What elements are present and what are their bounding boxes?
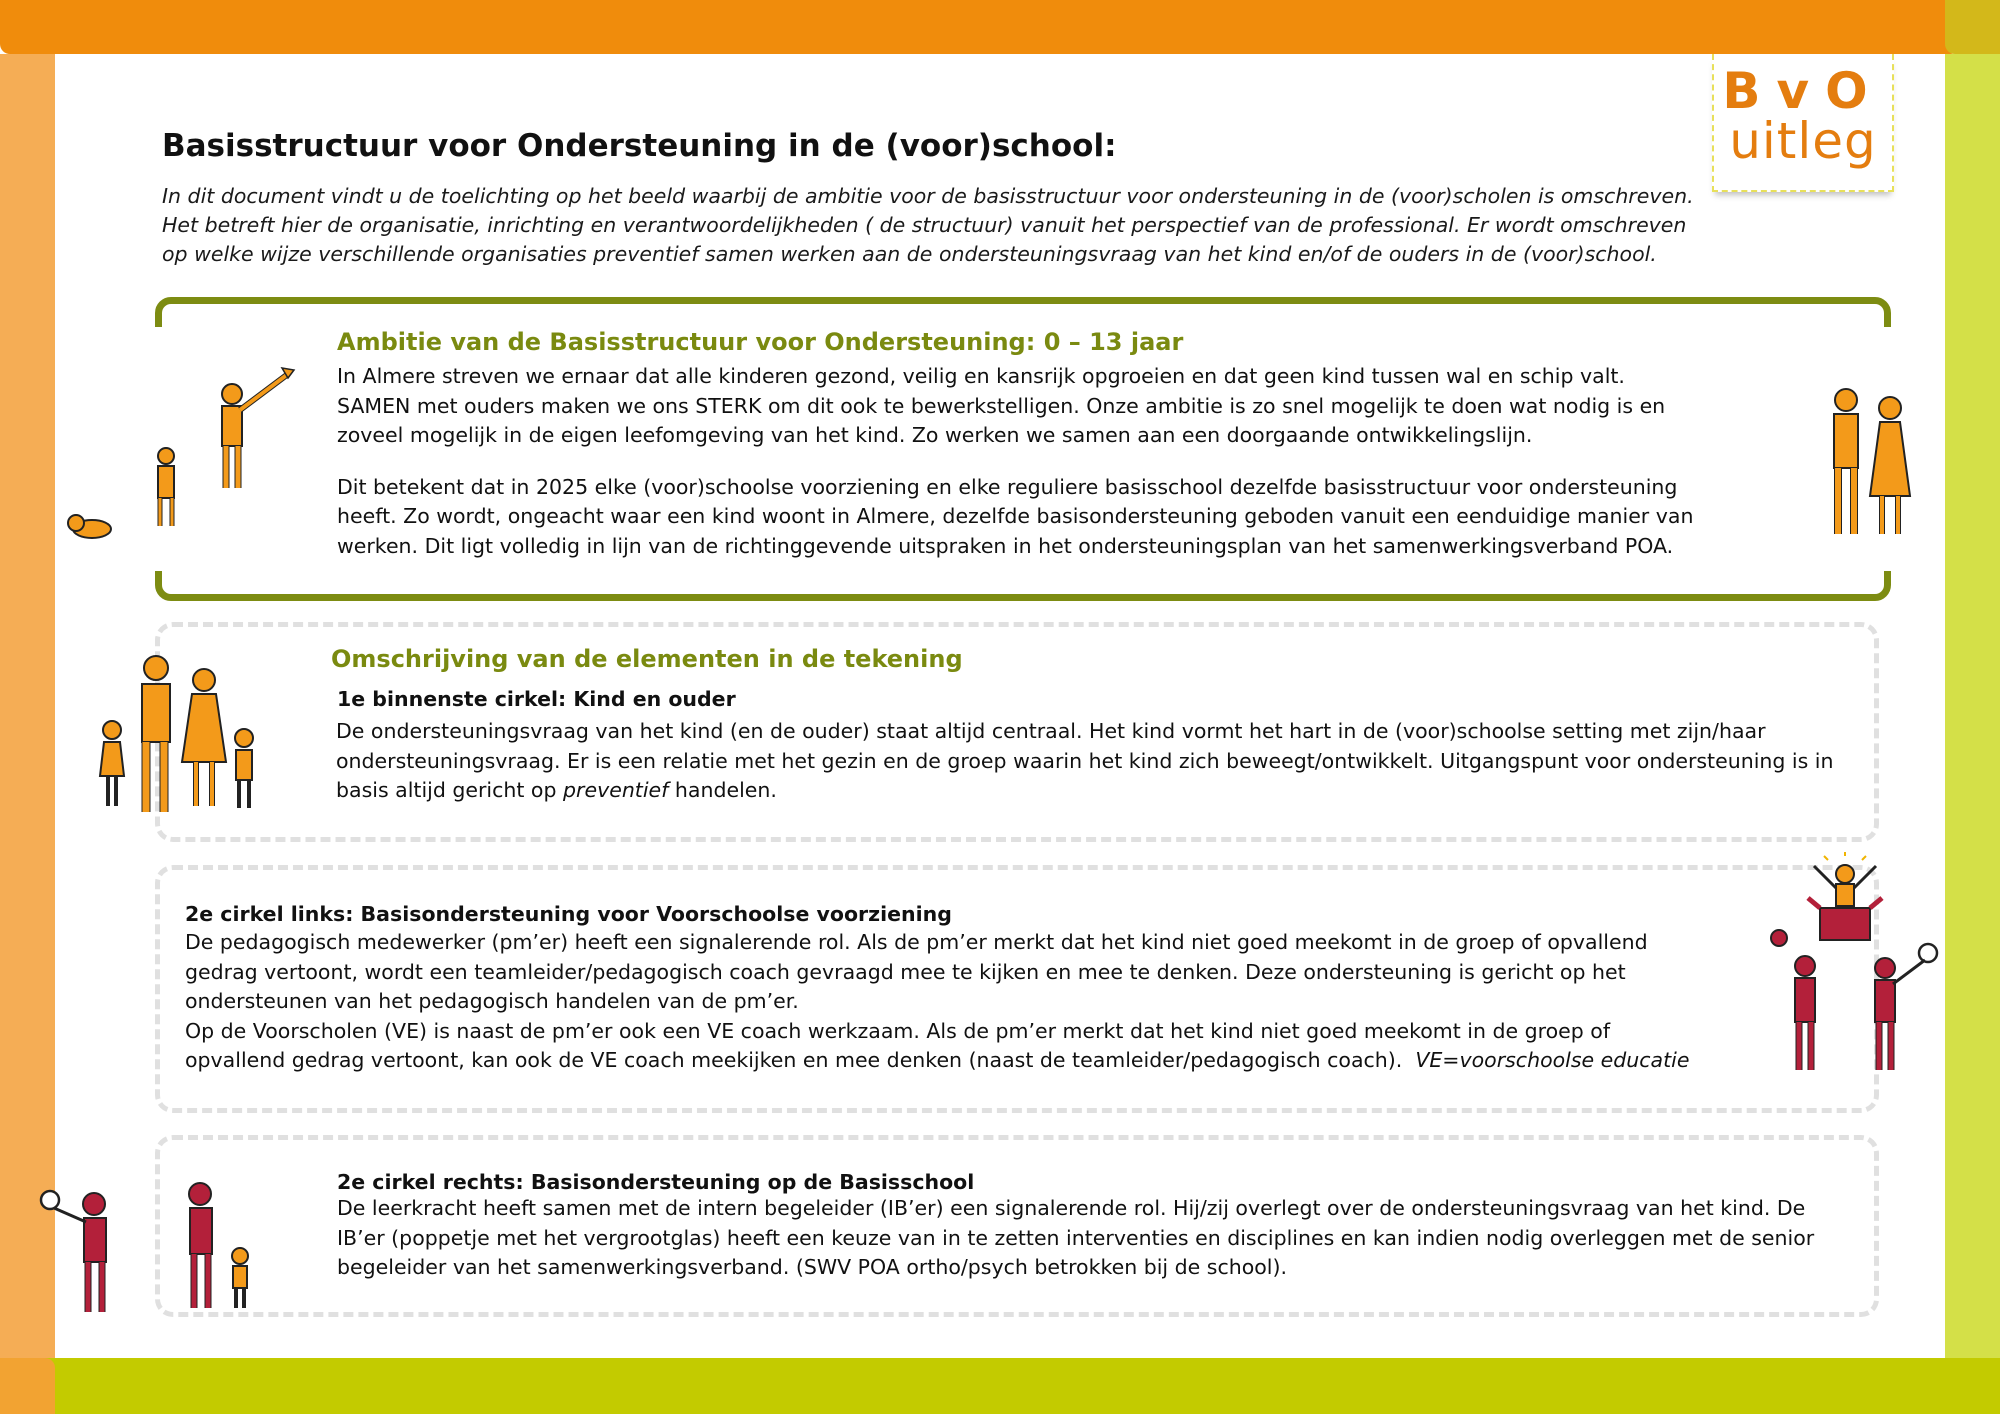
omschrijving-section — [331, 645, 1851, 806]
rechts-heading: 2e cirkel rechts: Basisondersteuning op de Basisschool — [337, 1170, 975, 1194]
intro-line: op welke wijze verschillende organisaties preventief samen werken aan de ondersteuningsvraag van het kind en/of de ouders in de (voor)school. — [162, 242, 1657, 266]
text-fragment: handelen. — [668, 778, 777, 802]
text-fragment: basis altijd gericht op — [336, 778, 564, 802]
text-line: De pedagogisch medewerker (pm’er) heeft een signalerende rol. Als de pm’er merkt dat het kind niet goed meekomt in de groep of opvallend — [185, 930, 1648, 954]
ambitie-paragraph-1 — [337, 362, 1737, 451]
links-section — [185, 902, 1745, 1076]
toddler-figure-icon — [145, 446, 187, 530]
family-figure-icon — [92, 650, 272, 818]
intro-line: In dit document vindt u de toelichting op het beeld waarbij de ambitie voor de basisstructuur voor ondersteuning in de (voor)scholen is omschreven. — [162, 184, 1694, 208]
text-line: IB’er (poppetje met het vergrootglas) heeft een keuze van in te zetten interventies en disciplines en kan indien nodig overleggen met de senior — [337, 1225, 1815, 1250]
kind-ouder-heading: 1e binnenste cirkel: Kind en ouder — [337, 687, 736, 711]
text-line: Dit betekent dat in 2025 elke (voor)schoolse voorziening en elke reguliere basisschool dezelfde basisstructuur voor ondersteuning — [337, 474, 1678, 499]
ve-note: VE=voorschoolse educatie — [1415, 1048, 1690, 1072]
frame-bottom-bar — [0, 1358, 2000, 1414]
emphasis-preventief: preventief — [563, 778, 669, 802]
text-line: gedrag vertoont, wordt een teamleider/pedagogisch coach gevraagd mee te kijken en mee te denken. Deze ondersteuning is gericht op het — [185, 959, 1626, 984]
frame-bottom-left-corner — [0, 1358, 55, 1414]
text-line: ondersteunen van het pedagogisch handelen van de pm’er. — [185, 989, 799, 1013]
intro-text — [162, 182, 1722, 269]
text-line: In Almere streven we ernaar dat alle kinderen gezond, veilig en kansrijk opgroeien en dat geen kind tussen wal en schip valt. — [337, 364, 1625, 388]
logo-line2: uitleg — [1729, 112, 1877, 170]
text-line: ondersteuningsvraag. Er is een relatie met het gezin en de groep waarin het kind zich beweegt/ontwikkelt. Uitgangspunt voor ondersteuning is in — [336, 748, 1834, 773]
text-line: heeft. Zo wordt, ongeacht waar een kind woont in Almere, dezelfde basisondersteuning geboden vanuit een eenduidige manier van — [337, 504, 1694, 528]
teacher-figures-icon — [1765, 928, 1955, 1078]
text-line: Op de Voorscholen (VE) is naast de pm’er ook een VE coach werkzaam. Als de pm’er merkt dat het kind niet goed meekomt in de groep of — [185, 1018, 1611, 1043]
links-paragraph — [185, 928, 1745, 1076]
kind-ouder-paragraph — [336, 717, 1851, 806]
bvo-logo — [1712, 54, 1894, 192]
child-pointing-figure-icon — [200, 362, 300, 494]
text-line: SAMEN met ouders maken we ons STERK om dit ook te bewerkstelligen. Onze ambitie is zo snel mogelijk te doen wat nodig is en — [337, 393, 1666, 418]
page-title: Basisstructuur voor Ondersteuning in de (voor)school: — [162, 128, 1117, 164]
text-line: De ondersteuningsvraag van het kind (en de ouder) staat altijd centraal. Het kind vormt het hart in de (voor)schoolse setting met zijn/haar — [336, 719, 1766, 743]
text-line: begeleider van het samenwerkingsverband. (SWV POA ortho/psych betrokken bij de school). — [337, 1255, 1288, 1279]
logo-line1: BvO — [1722, 62, 1884, 120]
baby-figure-icon — [62, 505, 114, 541]
rechts-paragraph — [337, 1194, 1837, 1283]
text-line: zoveel mogelijk in de eigen leefomgeving van het kind. Zo werken we samen aan een doorgaande ontwikkelingslijn. — [337, 423, 1533, 447]
couple-figure-icon — [1820, 380, 1920, 540]
ib-magnifier-figure-icon — [22, 1160, 282, 1320]
text-line — [336, 776, 1851, 806]
ambitie-heading: Ambitie van de Basisstructuur voor Ondersteuning: 0 – 13 jaar — [337, 328, 1184, 356]
text-line: werken. Dit ligt volledig in lijn van de richtinggevende uitspraken in het ondersteuningsplan van het samenwerkingsverband POA. — [337, 533, 1674, 558]
frame-top-right-corner — [1945, 0, 2000, 54]
text-line — [185, 1046, 1745, 1076]
frame-right-bar — [1945, 54, 2000, 1359]
rechts-section — [337, 1170, 1837, 1283]
ambitie-paragraph-2 — [337, 473, 1737, 562]
links-heading: 2e cirkel links: Basisondersteuning voor Voorschoolse voorziening — [185, 902, 952, 926]
intro-line: Het betreft hier de organisatie, inrichting en verantwoordelijkheden ( de structuur) vanuit het perspectief van de professional. Er wordt omschreven — [162, 213, 1687, 237]
text-fragment: opvallend gedrag vertoont, kan ook de VE coach meekijken en mee denken (naast de teamleider/pedagogisch coach). — [185, 1048, 1403, 1072]
text-line: De leerkracht heeft samen met de intern begeleider (IB’er) een signalerende rol. Hij/zij overlegt over de ondersteuningsvraag van het kind. De — [337, 1196, 1806, 1220]
omschrijving-heading: Omschrijving van de elementen in de tekening — [331, 645, 963, 673]
frame-top-bar — [0, 0, 1960, 54]
ambitie-section — [337, 328, 1737, 561]
